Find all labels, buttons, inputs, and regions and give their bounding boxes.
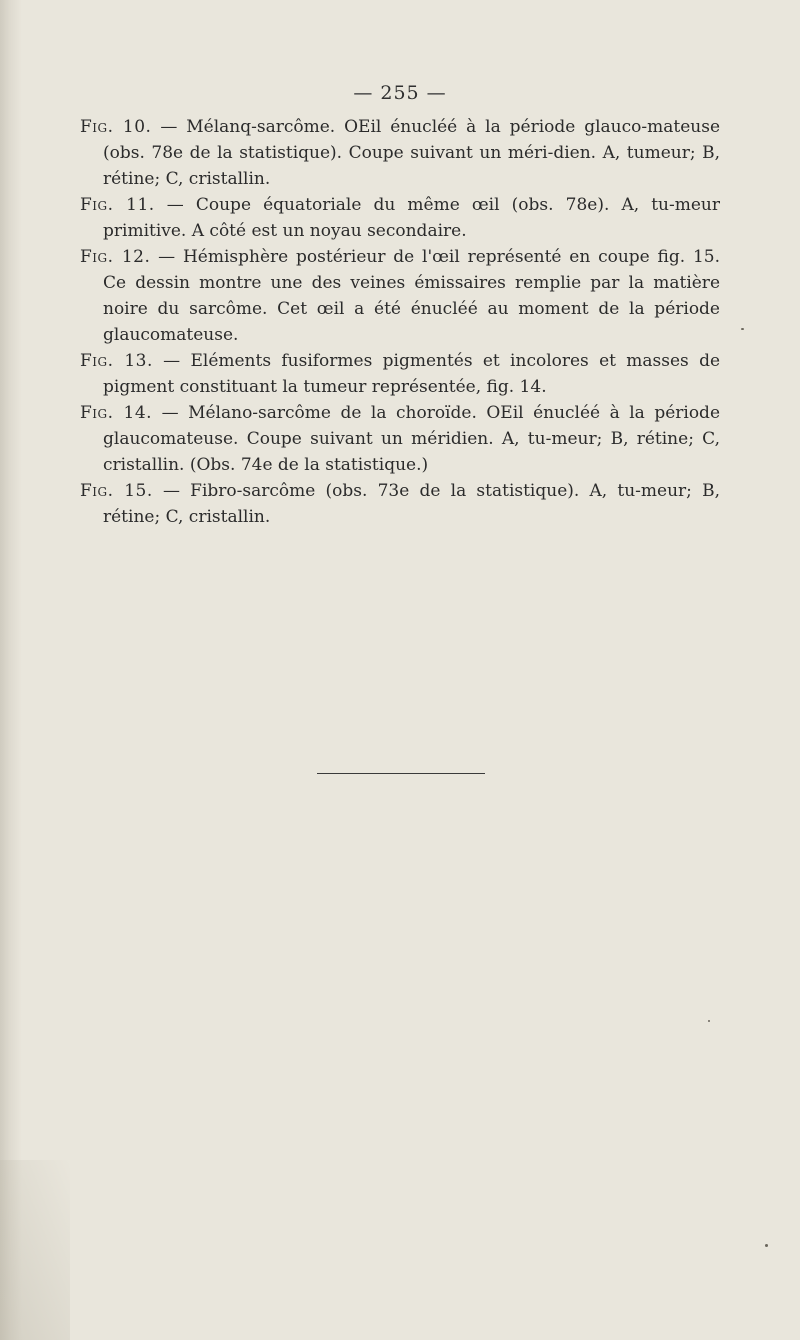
caption-text: — Mélanq-sarcôme. OEil énucléé à la période glauco-mateuse (obs. 78e de la statistique). Coupe suivant un méri-dien. A, tumeur; B, rétine; C, cristallin.: [103, 117, 721, 189]
caption-text: — Fibro-sarcôme (obs. 73e de la statistique). A, tu-meur; B, rétine; C, cristallin.: [103, 481, 720, 527]
caption-fig-10: [80, 114, 720, 192]
paper-speck: [741, 328, 744, 330]
page-corner-shadow: [0, 1160, 70, 1340]
page-content: [80, 82, 720, 530]
paper-speck: [708, 1020, 710, 1022]
section-divider-rule: [317, 773, 485, 774]
caption-label: Fig. 14.: [80, 403, 153, 423]
paper-speck: [765, 1244, 768, 1247]
caption-label: Fig. 15.: [80, 481, 153, 501]
caption-label: Fig. 10.: [80, 117, 152, 137]
caption-fig-13: [80, 348, 720, 400]
caption-fig-14: [80, 400, 720, 478]
caption-text: — Eléments fusiformes pigmentés et incolores et masses de pigment constituant la tumeur représentée, fig. 14.: [103, 351, 721, 397]
caption-text: — Coupe équatoriale du même œil (obs. 78e). A, tu-meur primitive. A côté est un noyau secondaire.: [103, 195, 721, 241]
caption-label: Fig. 11.: [80, 195, 155, 215]
caption-fig-12: [80, 244, 720, 348]
page-number: — 255 —: [353, 82, 447, 104]
caption-label: Fig. 12.: [80, 247, 151, 267]
caption-label: Fig. 13.: [80, 351, 153, 371]
caption-text: — Hémisphère postérieur de l'œil représenté en coupe fig. 15. Ce dessin montre une des veines émissaires remplie par la matière noire du sarcôme. Cet œil a été énucléé au moment de la période glaucomateuse.: [103, 247, 721, 345]
page-edge-shadow: [0, 0, 22, 1340]
caption-fig-11: [80, 192, 720, 244]
caption-fig-15: [80, 478, 720, 530]
caption-text: — Mélano-sarcôme de la choroïde. OEil énucléé à la période glaucomateuse. Coupe suivant un méridien. A, tu-meur; B, rétine; C, cristallin. (Obs. 74e de la statistique.): [103, 403, 721, 475]
